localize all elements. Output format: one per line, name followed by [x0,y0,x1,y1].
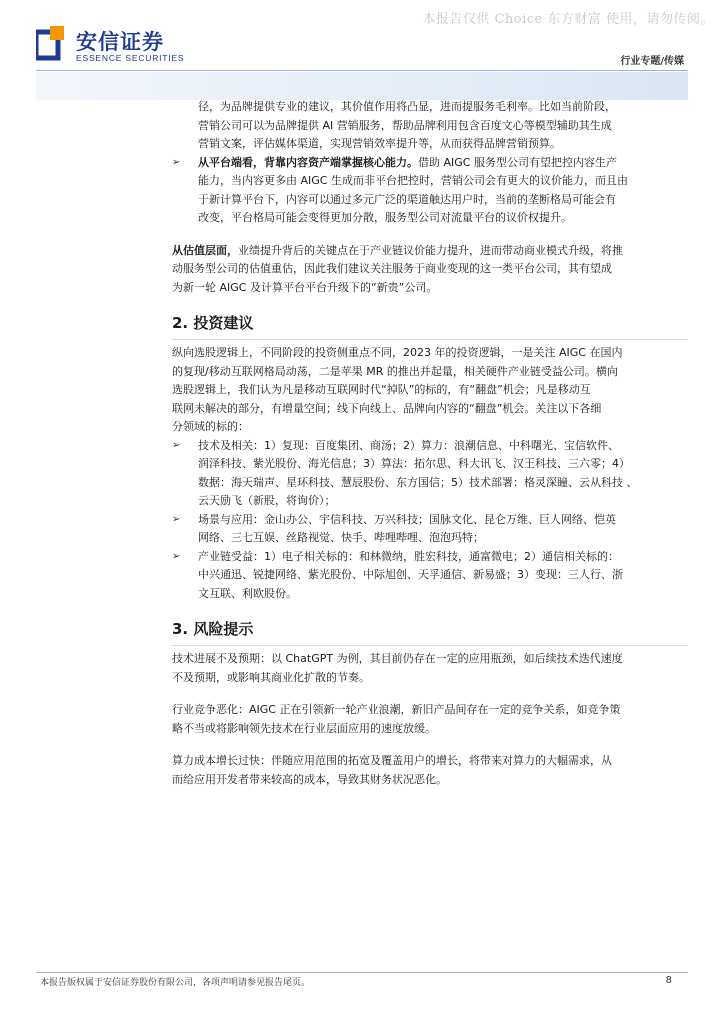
risk-compute-cost [172,752,688,789]
bullet-lead: 从平台端看，背靠内容资产端掌握核心能力。 [198,155,418,169]
industry-tag: 行业专题/传媒 [620,56,684,67]
text-line: 联网未解决的部分，有增量空间；线下向线上、品牌向内容的“翻盘”机会。关注以下各细 [172,401,602,415]
text-line: 动服务型公司的估值重估，因此我们建议关注服务于商业变现的这一类平台公司，其有望成 [172,262,612,275]
logo-mark-icon [36,26,68,62]
investment-paragraph [172,344,688,437]
text-line: 略不当或将影响领先技术在行业层面应用的速度放缓。 [172,721,436,735]
paragraph-lead: 从估值层面， [172,243,238,257]
bullet-supply-chain [172,548,688,604]
text-line: 不及预期，或影响其商业化扩散的节奏。 [172,670,370,684]
text-line: 于新计算平台下，内容可以通过多元广泛的渠道触达用户时，当前的垄断格局可能会有 [198,192,616,206]
intro-continuation [172,98,688,154]
section-title-risk: 3. 风险提示 [172,620,254,638]
text-line [198,154,688,173]
page-number: 8 [665,975,672,986]
text-line: 数据：海天瑞声、星环科技、慧辰股份、东方国信；5）技术部署：格灵深瞳、云从科技 、 [198,475,638,489]
header-band [36,72,688,100]
text-line: 行业竞争恶化：AIGC 正在引领新一轮产业浪潮，新旧产品间存在一定的竞争关系，如竞争策 [172,703,621,716]
text-line: 为新一轮 AIGC 及计算平台平台升级下的“新贵”公司。 [172,280,438,294]
valuation-paragraph [172,242,688,298]
company-logo [36,26,236,66]
text-line: 而给应用开发者带来较高的成本，导致其财务状况恶化。 [172,772,447,786]
text-line: 营销公司可以为品牌提供 AI 营销服务，帮助品牌利用包含百度文心等模型辅助其生成 [198,118,612,132]
arrow-bullet-icon: ➢ [172,513,181,525]
text-line: 云天励飞（新股，将询价）； [198,494,336,507]
platform-bullet [172,154,688,228]
text-line: 算力成本增长过快：伴随应用范围的拓宽及覆盖用户的增长，将带来对算力的大幅需求，从 [172,754,612,767]
section-title-investment: 2. 投资建议 [172,314,254,332]
text-line: 纵向选股逻辑上，不同阶段的投资侧重点不同，2023 年的投资逻辑，一是关注 AIGC 在国内 [172,346,623,359]
text-line: 的复现/移动互联网格局动荡，二是苹果 MR 的推出并起量，相关硬件产业链受益公司。横向 [172,364,618,378]
watermark: 本报告仅供 Choice 东方财富 使用，请勿传阅。 [422,12,714,27]
bullet-scenario [172,511,688,548]
risk-competition [172,701,688,738]
text-line: 改变，平台格局可能会变得更加分散，服务型公司对流量平台的议价权提升。 [198,211,572,224]
text-line: 选股逻辑上，我们认为凡是移动互联网时代“掉队”的标的，有“翻盘”机会；凡是移动互 [172,383,591,396]
bullet-rest: 借助 AIGC 服务型公司有望把控内容生产 [418,155,617,169]
text-line: 营销文案，评估媒体渠道，实现营销效率提升等，从而获得品牌营销预算。 [198,137,561,150]
header-divider [36,70,688,71]
text-line: 网络、三七互娱、丝路视觉、快手、哔哩哔哩、泡泡玛特； [198,531,484,544]
section-divider [172,339,688,340]
text-line: 产业链受益：1）电子相关标的：和林微纳，胜宏科技，通富微电；2）通信相关标的： [198,549,619,563]
text-line: 技术进展不及预期：以 ChatGPT 为例，其目前仍存在一定的应用瓶颈，如后续技术迭代速度 [172,652,623,665]
text-line: 文互联、利欧股份。 [198,586,297,600]
footer-disclaimer: 本报告版权属于安信证券股份有限公司，各项声明请参见报告尾页。 [40,978,311,988]
bullet-tech [172,437,688,511]
logo-name-en: ESSENCE SECURITIES [76,53,185,63]
footer-divider [36,972,688,973]
text-line: 中兴通迅、锐捷网络、紫光股份、中际旭创、天孚通信、新易盛；3）变现：三人行、浙 [198,568,623,581]
text-line: 技术及相关：1）复现：百度集团、商汤；2）算力：浪潮信息、中科曙光、宝信软件、 [198,438,619,452]
text-line: 分领域的标的： [172,420,249,433]
risk-tech [172,650,688,687]
text-line: 场景与应用：金山办公、宇信科技、万兴科技；国脉文化、昆仑万维、巨人网络、恺英 [198,512,616,526]
paragraph-rest: 业绩提升背后的关键点在于产业链议价能力提升，进而带动商业模式升级，将推 [238,243,623,257]
logo-name-cn: 安信证券 [76,30,164,54]
report-body [172,98,688,789]
text-line [172,242,688,261]
text-line: 润泽科技、紫光股份、海光信息；3）算法：拓尔思、科大讯飞、汉王科技、三六零；4） [198,457,630,470]
text-line: 能力，当内容更多由 AIGC 生成而非平台把控时，营销公司会有更大的议价能力，而且由 [198,174,628,187]
text-line: 径，为品牌提供专业的建议，其价值作用将凸显，进而提服务毛利率。比如当前阶段， [198,100,616,113]
arrow-bullet-icon: ➢ [172,156,181,168]
arrow-bullet-icon: ➢ [172,550,181,562]
arrow-bullet-icon: ➢ [172,439,181,451]
section-divider [172,645,688,646]
